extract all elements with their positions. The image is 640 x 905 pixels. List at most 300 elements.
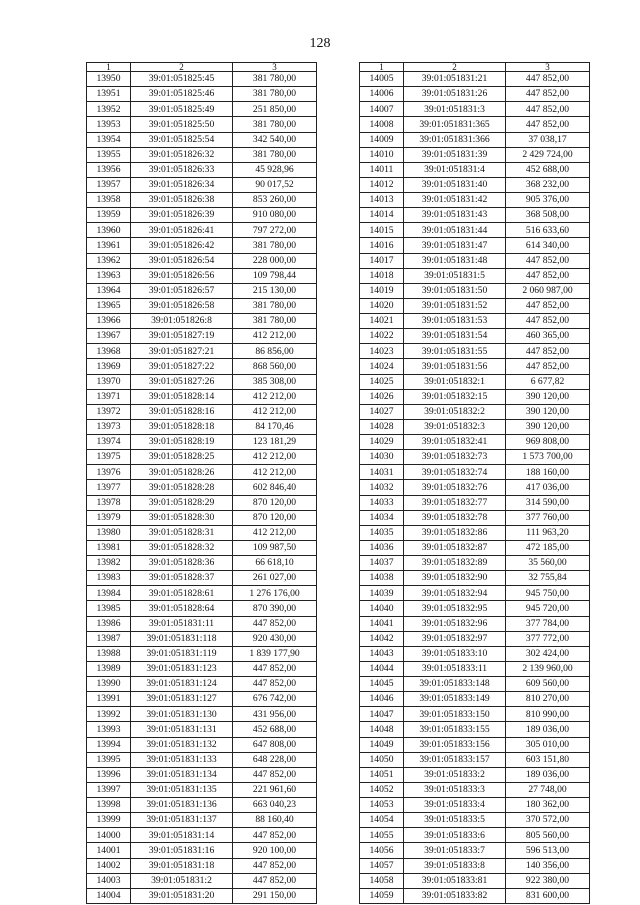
row-number-cell: 13982 — [87, 556, 131, 571]
table-row — [87, 389, 317, 404]
table-row — [360, 193, 590, 208]
cadastral-number-cell: 39:01:051831:52 — [404, 298, 506, 313]
row-number-cell: 13974 — [87, 435, 131, 450]
row-number-cell: 14055 — [360, 828, 404, 843]
row-number-cell: 14043 — [360, 646, 404, 661]
value-cell: 189 036,00 — [506, 722, 590, 737]
column-header: 1 — [87, 63, 131, 72]
value-cell: 84 170,46 — [233, 419, 317, 434]
value-cell: 447 852,00 — [506, 87, 590, 102]
table-row — [87, 147, 317, 162]
value-cell: 412 212,00 — [233, 389, 317, 404]
cadastral-number-cell: 39:01:051831:2 — [131, 873, 233, 888]
value-cell: 6 677,82 — [506, 374, 590, 389]
value-cell: 472 185,00 — [506, 540, 590, 555]
table-row — [360, 314, 590, 329]
value-cell: 447 852,00 — [233, 828, 317, 843]
cadastral-number-cell: 39:01:051833:156 — [404, 737, 506, 752]
table-row — [360, 329, 590, 344]
value-cell: 1 573 700,00 — [506, 450, 590, 465]
cadastral-number-cell: 39:01:051825:45 — [131, 72, 233, 87]
cadastral-number-cell: 39:01:051827:21 — [131, 344, 233, 359]
table-row — [360, 616, 590, 631]
row-number-cell: 14000 — [87, 828, 131, 843]
row-number-cell: 14012 — [360, 177, 404, 192]
cadastral-number-cell: 39:01:051828:32 — [131, 540, 233, 555]
table-row — [360, 661, 590, 676]
cadastral-number-cell: 39:01:051831:130 — [131, 707, 233, 722]
value-cell: 596 513,00 — [506, 843, 590, 858]
cadastral-number-cell: 39:01:051826:57 — [131, 283, 233, 298]
value-cell: 342 540,00 — [233, 132, 317, 147]
value-cell: 431 956,00 — [233, 707, 317, 722]
row-number-cell: 14041 — [360, 616, 404, 631]
value-cell: 27 748,00 — [506, 782, 590, 797]
page-number: 128 — [309, 36, 331, 51]
cadastral-number-cell: 39:01:051825:46 — [131, 87, 233, 102]
cadastral-number-cell: 39:01:051828:14 — [131, 389, 233, 404]
table-row — [87, 480, 317, 495]
header-row — [360, 63, 590, 72]
cadastral-number-cell: 39:01:051831:40 — [404, 177, 506, 192]
row-number-cell: 14049 — [360, 737, 404, 752]
cadastral-number-cell: 39:01:051828:29 — [131, 495, 233, 510]
cadastral-number-cell: 39:01:051828:61 — [131, 586, 233, 601]
row-number-cell: 14023 — [360, 344, 404, 359]
table-row — [87, 450, 317, 465]
value-cell: 381 780,00 — [233, 298, 317, 313]
cadastral-number-cell: 39:01:051831:26 — [404, 87, 506, 102]
value-cell: 447 852,00 — [506, 298, 590, 313]
row-number-cell: 14014 — [360, 208, 404, 223]
row-number-cell: 14046 — [360, 692, 404, 707]
row-number-cell: 14008 — [360, 117, 404, 132]
row-number-cell: 14025 — [360, 374, 404, 389]
value-cell: 648 228,00 — [233, 752, 317, 767]
table-row — [87, 798, 317, 813]
row-number-cell: 14035 — [360, 525, 404, 540]
row-number-cell: 14011 — [360, 162, 404, 177]
cadastral-number-cell: 39:01:051831:16 — [131, 843, 233, 858]
cadastral-number-cell: 39:01:051826:41 — [131, 223, 233, 238]
row-number-cell: 13973 — [87, 419, 131, 434]
row-number-cell: 13954 — [87, 132, 131, 147]
cadastral-number-cell: 39:01:051831:124 — [131, 677, 233, 692]
table-row — [87, 752, 317, 767]
cadastral-number-cell: 39:01:051828:64 — [131, 601, 233, 616]
cadastral-number-cell: 39:01:051832:86 — [404, 525, 506, 540]
table-row — [87, 253, 317, 268]
value-cell: 452 688,00 — [233, 722, 317, 737]
table-row — [87, 314, 317, 329]
table-row — [360, 525, 590, 540]
row-number-cell: 13987 — [87, 631, 131, 646]
value-cell: 66 618,10 — [233, 556, 317, 571]
table-row — [360, 858, 590, 873]
cadastral-number-cell: 39:01:051831:54 — [404, 329, 506, 344]
cadastral-number-cell: 39:01:051825:50 — [131, 117, 233, 132]
row-number-cell: 14001 — [87, 843, 131, 858]
cadastral-number-cell: 39:01:051833:7 — [404, 843, 506, 858]
value-cell: 676 742,00 — [233, 692, 317, 707]
cadastral-number-cell: 39:01:051831:21 — [404, 72, 506, 87]
table-row — [87, 344, 317, 359]
row-number-cell: 13965 — [87, 298, 131, 313]
row-number-cell: 13953 — [87, 117, 131, 132]
table-row — [360, 677, 590, 692]
value-cell: 189 036,00 — [506, 767, 590, 782]
value-cell: 412 212,00 — [233, 525, 317, 540]
value-cell: 2 429 724,00 — [506, 147, 590, 162]
table-row — [87, 556, 317, 571]
row-number-cell: 13957 — [87, 177, 131, 192]
row-number-cell: 14037 — [360, 556, 404, 571]
cadastral-number-cell: 39:01:051826:39 — [131, 208, 233, 223]
value-cell: 447 852,00 — [233, 873, 317, 888]
cadastral-number-cell: 39:01:051832:74 — [404, 465, 506, 480]
table-row — [87, 177, 317, 192]
row-number-cell: 13951 — [87, 87, 131, 102]
cadastral-number-cell: 39:01:051826:8 — [131, 314, 233, 329]
table-row — [360, 601, 590, 616]
row-number-cell: 14027 — [360, 404, 404, 419]
row-number-cell: 13967 — [87, 329, 131, 344]
value-cell: 647 808,00 — [233, 737, 317, 752]
cadastral-number-cell: 39:01:051828:16 — [131, 404, 233, 419]
cadastral-number-cell: 39:01:051832:87 — [404, 540, 506, 555]
cadastral-number-cell: 39:01:051833:81 — [404, 873, 506, 888]
row-number-cell: 14004 — [87, 888, 131, 903]
column-header: 2 — [131, 63, 233, 72]
table-row — [87, 419, 317, 434]
table-row — [360, 646, 590, 661]
table-row — [87, 435, 317, 450]
row-number-cell: 13989 — [87, 661, 131, 676]
value-cell: 2 060 987,00 — [506, 283, 590, 298]
row-number-cell: 13958 — [87, 193, 131, 208]
row-number-cell: 13961 — [87, 238, 131, 253]
cadastral-number-cell: 39:01:051833:155 — [404, 722, 506, 737]
row-number-cell: 14036 — [360, 540, 404, 555]
table-row — [360, 268, 590, 283]
cadastral-number-cell: 39:01:051832:96 — [404, 616, 506, 631]
table-row — [87, 87, 317, 102]
cadastral-number-cell: 39:01:051831:134 — [131, 767, 233, 782]
row-number-cell: 13959 — [87, 208, 131, 223]
value-cell: 447 852,00 — [506, 117, 590, 132]
cadastral-number-cell: 39:01:051831:3 — [404, 102, 506, 117]
cadastral-number-cell: 39:01:051826:33 — [131, 162, 233, 177]
table-row — [360, 435, 590, 450]
row-number-cell: 14010 — [360, 147, 404, 162]
table-row — [360, 177, 590, 192]
table-row — [87, 283, 317, 298]
cadastral-number-cell: 39:01:051828:31 — [131, 525, 233, 540]
value-cell: 412 212,00 — [233, 404, 317, 419]
table-row — [87, 132, 317, 147]
value-cell: 228 000,00 — [233, 253, 317, 268]
row-number-cell: 13999 — [87, 813, 131, 828]
cadastral-number-cell: 39:01:051833:150 — [404, 707, 506, 722]
row-number-cell: 13996 — [87, 767, 131, 782]
value-cell: 460 365,00 — [506, 329, 590, 344]
cadastral-number-cell: 39:01:051826:34 — [131, 177, 233, 192]
cadastral-number-cell: 39:01:051826:42 — [131, 238, 233, 253]
row-number-cell: 14032 — [360, 480, 404, 495]
value-cell: 853 260,00 — [233, 193, 317, 208]
cadastral-number-cell: 39:01:051825:54 — [131, 132, 233, 147]
value-cell: 291 150,00 — [233, 888, 317, 903]
value-cell: 810 270,00 — [506, 692, 590, 707]
value-cell: 602 846,40 — [233, 480, 317, 495]
value-cell: 2 139 960,00 — [506, 661, 590, 676]
table-row — [87, 646, 317, 661]
cadastral-number-cell: 39:01:051831:14 — [131, 828, 233, 843]
value-cell: 109 987,50 — [233, 540, 317, 555]
row-number-cell: 13956 — [87, 162, 131, 177]
row-number-cell: 14030 — [360, 450, 404, 465]
row-number-cell: 13992 — [87, 707, 131, 722]
row-number-cell: 13990 — [87, 677, 131, 692]
value-cell: 1 839 177,90 — [233, 646, 317, 661]
value-cell: 447 852,00 — [506, 102, 590, 117]
cadastral-number-cell: 39:01:051832:97 — [404, 631, 506, 646]
row-number-cell: 13988 — [87, 646, 131, 661]
row-number-cell: 13994 — [87, 737, 131, 752]
value-cell: 45 928,96 — [233, 162, 317, 177]
table-row — [87, 102, 317, 117]
row-number-cell: 14051 — [360, 767, 404, 782]
value-cell: 381 780,00 — [233, 72, 317, 87]
table-row — [87, 193, 317, 208]
table-row — [360, 480, 590, 495]
left-table-body — [87, 72, 317, 904]
column-header: 2 — [404, 63, 506, 72]
cadastral-number-cell: 39:01:051828:28 — [131, 480, 233, 495]
value-cell: 90 017,52 — [233, 177, 317, 192]
value-cell: 368 232,00 — [506, 177, 590, 192]
value-cell: 417 036,00 — [506, 480, 590, 495]
row-number-cell: 13991 — [87, 692, 131, 707]
value-cell: 412 212,00 — [233, 450, 317, 465]
cadastral-number-cell: 39:01:051833:5 — [404, 813, 506, 828]
value-cell: 969 808,00 — [506, 435, 590, 450]
row-number-cell: 13980 — [87, 525, 131, 540]
row-number-cell: 13985 — [87, 601, 131, 616]
row-number-cell: 14006 — [360, 87, 404, 102]
table-row — [360, 465, 590, 480]
table-row — [360, 344, 590, 359]
cadastral-number-cell: 39:01:051831:127 — [131, 692, 233, 707]
table-row — [360, 223, 590, 238]
value-cell: 447 852,00 — [233, 858, 317, 873]
row-number-cell: 14018 — [360, 268, 404, 283]
row-number-cell: 13998 — [87, 798, 131, 813]
cadastral-number-cell: 39:01:051833:10 — [404, 646, 506, 661]
table-row — [87, 208, 317, 223]
cadastral-number-cell: 39:01:051832:73 — [404, 450, 506, 465]
value-cell: 868 560,00 — [233, 359, 317, 374]
cadastral-number-cell: 39:01:051832:77 — [404, 495, 506, 510]
row-number-cell: 14005 — [360, 72, 404, 87]
table-row — [360, 102, 590, 117]
value-cell: 603 151,80 — [506, 752, 590, 767]
value-cell: 381 780,00 — [233, 117, 317, 132]
table-row — [360, 843, 590, 858]
value-cell: 1 276 176,00 — [233, 586, 317, 601]
value-cell: 188 160,00 — [506, 465, 590, 480]
table-row — [87, 828, 317, 843]
row-number-cell: 13966 — [87, 314, 131, 329]
row-number-cell: 14003 — [87, 873, 131, 888]
cadastral-number-cell: 39:01:051831:132 — [131, 737, 233, 752]
row-number-cell: 13969 — [87, 359, 131, 374]
cadastral-number-cell: 39:01:051828:37 — [131, 571, 233, 586]
value-cell: 447 852,00 — [506, 344, 590, 359]
column-header: 3 — [233, 63, 317, 72]
value-cell: 368 508,00 — [506, 208, 590, 223]
table-row — [87, 782, 317, 797]
value-cell: 452 688,00 — [506, 162, 590, 177]
cadastral-number-cell: 39:01:051831:135 — [131, 782, 233, 797]
table-row — [360, 132, 590, 147]
row-number-cell: 13962 — [87, 253, 131, 268]
value-cell: 381 780,00 — [233, 87, 317, 102]
cadastral-number-cell: 39:01:051831:133 — [131, 752, 233, 767]
row-number-cell: 14045 — [360, 677, 404, 692]
column-header: 3 — [506, 63, 590, 72]
row-number-cell: 14016 — [360, 238, 404, 253]
cadastral-number-cell: 39:01:051833:11 — [404, 661, 506, 676]
table-row — [360, 283, 590, 298]
row-number-cell: 13971 — [87, 389, 131, 404]
row-number-cell: 14053 — [360, 798, 404, 813]
row-number-cell: 13968 — [87, 344, 131, 359]
row-number-cell: 13970 — [87, 374, 131, 389]
cadastral-number-cell: 39:01:051832:1 — [404, 374, 506, 389]
cadastral-number-cell: 39:01:051825:49 — [131, 102, 233, 117]
table-row — [87, 465, 317, 480]
value-cell: 831 600,00 — [506, 888, 590, 903]
value-cell: 390 120,00 — [506, 419, 590, 434]
row-number-cell: 13972 — [87, 404, 131, 419]
cadastral-number-cell: 39:01:051833:4 — [404, 798, 506, 813]
value-cell: 447 852,00 — [233, 616, 317, 631]
value-cell: 447 852,00 — [233, 661, 317, 676]
table-row — [360, 888, 590, 903]
value-cell: 215 130,00 — [233, 283, 317, 298]
cadastral-number-cell: 39:01:051827:22 — [131, 359, 233, 374]
value-cell: 447 852,00 — [233, 677, 317, 692]
table-row — [87, 677, 317, 692]
cadastral-number-cell: 39:01:051828:30 — [131, 510, 233, 525]
value-cell: 385 308,00 — [233, 374, 317, 389]
table-row — [360, 87, 590, 102]
value-cell: 447 852,00 — [506, 253, 590, 268]
value-cell: 111 963,20 — [506, 525, 590, 540]
table-row — [360, 752, 590, 767]
value-cell: 381 780,00 — [233, 238, 317, 253]
value-cell: 447 852,00 — [506, 268, 590, 283]
right-table — [359, 62, 590, 904]
table-row — [360, 162, 590, 177]
value-cell: 447 852,00 — [506, 314, 590, 329]
value-cell: 910 080,00 — [233, 208, 317, 223]
value-cell: 663 040,23 — [233, 798, 317, 813]
table-row — [87, 117, 317, 132]
table-row — [360, 798, 590, 813]
value-cell: 447 852,00 — [506, 359, 590, 374]
row-number-cell: 13950 — [87, 72, 131, 87]
row-number-cell: 14044 — [360, 661, 404, 676]
table-row — [360, 556, 590, 571]
cadastral-number-cell: 39:01:051832:90 — [404, 571, 506, 586]
table-row — [87, 631, 317, 646]
row-number-cell: 13984 — [87, 586, 131, 601]
cadastral-number-cell: 39:01:051832:94 — [404, 586, 506, 601]
row-number-cell: 14024 — [360, 359, 404, 374]
row-number-cell: 13955 — [87, 147, 131, 162]
table-row — [360, 374, 590, 389]
table-row — [360, 495, 590, 510]
cadastral-number-cell: 39:01:051831:365 — [404, 117, 506, 132]
value-cell: 123 181,29 — [233, 435, 317, 450]
table-row — [87, 495, 317, 510]
table-row — [360, 737, 590, 752]
table-row — [87, 888, 317, 903]
cadastral-number-cell: 39:01:051833:148 — [404, 677, 506, 692]
table-row — [87, 737, 317, 752]
value-cell: 140 356,00 — [506, 858, 590, 873]
cadastral-number-cell: 39:01:051826:54 — [131, 253, 233, 268]
row-number-cell: 13976 — [87, 465, 131, 480]
cadastral-number-cell: 39:01:051831:50 — [404, 283, 506, 298]
row-number-cell: 13977 — [87, 480, 131, 495]
table-row — [87, 374, 317, 389]
value-cell: 251 850,00 — [233, 102, 317, 117]
row-number-cell: 14022 — [360, 329, 404, 344]
header-row — [87, 63, 317, 72]
table-row — [360, 147, 590, 162]
cadastral-number-cell: 39:01:051832:3 — [404, 419, 506, 434]
value-cell: 305 010,00 — [506, 737, 590, 752]
table-row — [87, 72, 317, 87]
row-number-cell: 14002 — [87, 858, 131, 873]
cadastral-number-cell: 39:01:051831:48 — [404, 253, 506, 268]
row-number-cell: 14028 — [360, 419, 404, 434]
row-number-cell: 14015 — [360, 223, 404, 238]
row-number-cell: 14056 — [360, 843, 404, 858]
value-cell: 609 560,00 — [506, 677, 590, 692]
table-row — [360, 767, 590, 782]
table-row — [87, 692, 317, 707]
table-row — [87, 359, 317, 374]
value-cell: 370 572,00 — [506, 813, 590, 828]
cadastral-number-cell: 39:01:051831:53 — [404, 314, 506, 329]
table-row — [360, 813, 590, 828]
cadastral-number-cell: 39:01:051828:19 — [131, 435, 233, 450]
row-number-cell: 14057 — [360, 858, 404, 873]
row-number-cell: 13993 — [87, 722, 131, 737]
cadastral-number-cell: 39:01:051833:82 — [404, 888, 506, 903]
row-number-cell: 14039 — [360, 586, 404, 601]
table-row — [87, 329, 317, 344]
table-row — [360, 450, 590, 465]
table-row — [87, 525, 317, 540]
value-cell: 180 362,00 — [506, 798, 590, 813]
value-cell: 381 780,00 — [233, 147, 317, 162]
table-row — [87, 767, 317, 782]
